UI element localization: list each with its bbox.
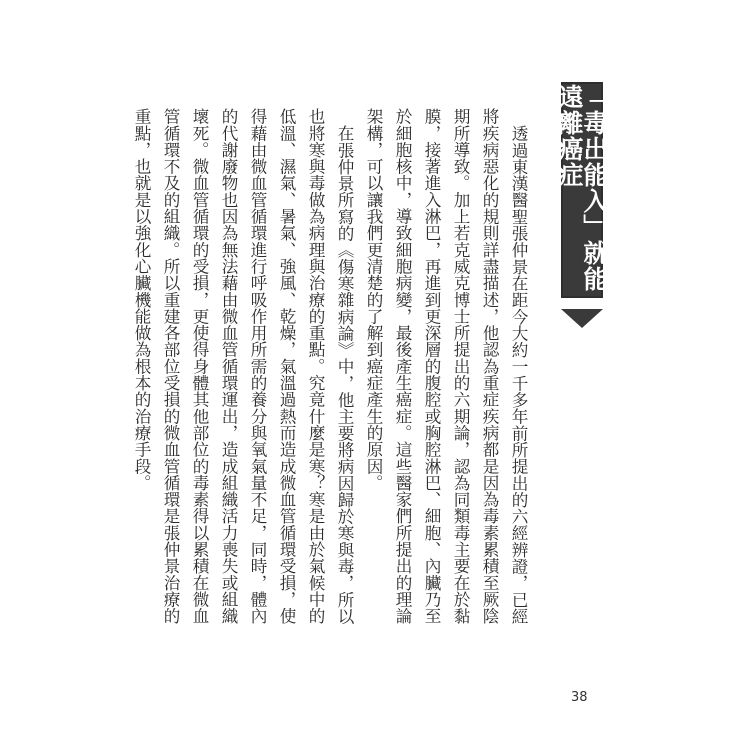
section-heading-box	[555, 82, 609, 298]
section-heading: 「毒出能入」就能遠離癌症	[555, 84, 609, 292]
heading-arrow-marker	[561, 309, 603, 328]
body-text	[127, 108, 533, 636]
paragraph-2: 在張仲景所寫的《傷寒雜病論》中，他主要將病因歸於寒與毒，所以也將寒與毒做為病理與治療的重點。究竟什麼是寒？寒是由於氣候中的低溫、濕氣、暑氣、強風、乾燥，氣溫過熱而造成微血管循環受損，使得藉由微血管循環進行呼吸作用所需的養分與氧氣量不足，同時，體內的代謝廢物也因為無法藉由微血管循環運出，造成組織活力喪失或組織壞死。微血管循環的受損，更使得身體其他部位的毒素得以累積在微血管循環不及的組織。所以重建各部位受損的微血管循環是張仲景治療的重點，也就是以強化心臟機能做為根本的治療手段。	[132, 108, 354, 625]
page-number: 38	[571, 690, 588, 705]
paragraph-1: 透過東漢醫聖張仲景在距今大約一千多年前所提出的六經辨證，已經將疾病惡化的規則詳盡描述，他認為重症疾病都是因為毒素累積至厥陰期所導致。加上若克威克博士所提出的六期論，認為同類毒主要在於黏膜，接著進入淋巴，再進到更深層的腹腔或胸腔淋巴、細胞、內臟乃至於細胞核中，導致細胞病變，最後產生癌症。這些醫家們所提出的理論架構，可以讓我們更清楚的了解到癌症產生的原因。	[364, 108, 528, 625]
